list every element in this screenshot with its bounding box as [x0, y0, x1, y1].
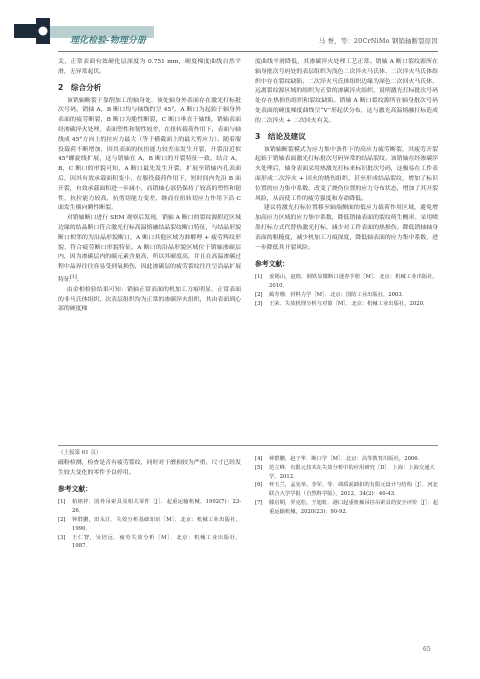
- reference-text: 滕启期，罗克松，王旭虹．港口起重机械吊挂吊索具的安全评价［J］．起重运输机械，2020(23)：90-92．: [269, 499, 438, 515]
- analysis-paragraph-1: 该销轴断裂于靠削加工的轴身处，该处轴身外表面存在激光打标批次号码，销轴 A，B 断口均与轴线约呈 45°。A 断口为起始于轴身外表面的疲劳断裂，B 断口为脆性断裂，C 断口垂直于轴线。销轴表面经渗碳淬火处理，表面塑性和韧性较差，在扭转载荷作用下，表面与轴线成 45°方向上的拉应力最大（等于横截面上的最大剪应力）。随着服役载荷不断增加，因其表面的抗扭能力较差而发生开裂，开裂沿近似 45°螺旋线扩展，这与销轴在 A，B 断口的开裂特征一致。结合 A，B，C 断口的形貌可知，A 断口最先发生开裂，扩展至销轴内孔表面后，因其有效承载面积变小，在服役载荷作用下，短时间内先沿 B 面开裂，有效承载面积进一步减小，而销轴心部仍保持了较高的塑性和韧性，抗拉能力较高，抗剪切能力变差，继而在扭转切应力作用下沿 C 面发生横向瞬性断裂。: [58, 97, 241, 212]
- reference-number: [4]: [255, 456, 263, 462]
- reference-item: [255, 481, 438, 499]
- reference-number: [1]: [255, 274, 263, 281]
- references-list: [255, 273, 438, 308]
- reference-text: 钟群鹏，赵子华．断口学［M］．北京：高等教育出版社，2006．: [269, 456, 423, 462]
- journal-name: 理化检验-物理分册: [70, 36, 146, 46]
- page-header: [0, 0, 480, 56]
- section-3-heading: 3 结论及建议: [255, 131, 306, 141]
- reference-item: [255, 291, 438, 300]
- reference-number: [2]: [58, 516, 66, 523]
- reference-text: 王荣．失效机理分析与对策［M］．北京：机械工业出版社，2020．: [269, 300, 429, 307]
- continued-from-label: （上接第 61 页）: [58, 450, 102, 456]
- analysis-paragraph-3: 由金相检验结果可知：销轴正常表面的机加工刀痕明显，正常表面的非马氏体组织、次表层组织均为正常的渗碳淬火组织，其由表面到心部的硬度梯: [58, 286, 241, 313]
- intro-paragraph: 关，正常表面有效硬化层深度为 0.751 mm，硬度梯度曲线自然平滑，无异常起伏。: [58, 59, 241, 75]
- citation-1[interactable]: [1]: [69, 273, 77, 280]
- continued-article-left: [58, 449, 241, 551]
- header-rule: [58, 51, 438, 52]
- reference-item: [255, 455, 438, 464]
- reference-text: 钟群鹏，田永江．失效分析基础知识［M］．北京：机械工业出版社，1990．: [72, 516, 241, 532]
- reference-text: 柏铭祥．国外吊索具及相关零件［J］．起重运输机械，1992(7)：23-26．: [72, 499, 241, 515]
- reference-text: 姜锡山，赵晗．钢铁显微断口速查手册［M］．北京：机械工业出版社，2010．: [269, 274, 438, 290]
- reference-number: [5]: [255, 464, 263, 471]
- analysis-paragraph-2: [58, 214, 241, 286]
- reference-number: [1]: [58, 499, 66, 506]
- continued-paragraph: 度曲线平滑降低，其渗碳淬火处理工艺正常。销轴 A 断口裂纹源所在轴身批次号码处的表层组织为浅色二次淬火马氏体、二次淬火马氏体组织中存在裂纹缺陷，二次淬火马氏体组织边缘为深色二次回火马氏体，远离裂纹源区域的组织为正常的渗碳淬火组织，说明激光打标批次号码处存在热损伤组织和裂纹缺陷。销轴 A 断口裂纹源所在轴身批次号码处表面的硬度梯度曲线呈“V”形起伏分布，这与激光高温熔融打标造成的二次淬火 + 二次回火有关。: [255, 59, 438, 124]
- article-divider: [58, 445, 438, 446]
- references-heading: 参考文献：: [255, 260, 289, 269]
- continued-references-right: [255, 455, 438, 517]
- reference-item: [255, 300, 438, 309]
- page-number: 65: [423, 646, 431, 653]
- reference-text: 范立峰．有限元技术在失效分析中的应用研究［D］．上海：上海交通大学，2012．: [269, 464, 435, 480]
- conclusion-paragraph-2: 建议将激光打标位置移至轴端侧面的低应力载荷作用区域，避免增加高应力区域的应力集中系数，降低销轴表面的裂纹萌生概率。采用喷墨打标方式代替热激光打标，减少对工件表面的热损伤。降低销轴轴身表面的粗糙度，减少机加工刀痕深度，降低轴表面的应力集中系数，进一步降低其开裂风险。: [255, 205, 438, 251]
- analysis-paragraph-2-text: 对销轴断口进行 SEM 观察后发现，销轴 A 断口的裂纹源附近区域边缘的结晶断口符合激光打标高温熔融结晶裂纹断口特征，与结晶形貌断口相邻的为沿晶形貌断口，A 断口其他区域为准解理 + 疲劳辉纹形貌，符合疲劳断口形貌特征。A 断口的沿晶形貌区域位于销轴渗碳层内，因为渗碳层内的碳元素含量高，所以其硬度高，并且在高温渗碳过程中晶界往往容易受到氧损伤，因此渗碳层的疲劳裂纹往往呈沿晶扩展特征: [58, 215, 241, 283]
- reference-item: [255, 464, 438, 482]
- right-column: [255, 58, 438, 309]
- reference-item: [255, 273, 438, 291]
- running-title: 马 誉，等：20CrNiMo 钢销轴断裂原因: [318, 37, 438, 45]
- reference-item: [255, 499, 438, 517]
- reference-number: [6]: [255, 482, 263, 489]
- reference-item: [58, 534, 241, 552]
- section-2-heading: 2 综合分析: [58, 82, 102, 92]
- reference-number: [3]: [255, 300, 263, 307]
- reference-text: 怀玉兰，孟宪举，李军，等．调质前卸扣的有限元设计与结构［J］．河北联合大学学报（自然科学版），2012，34(2)：40-43．: [269, 482, 438, 498]
- reference-item: [58, 516, 241, 534]
- reference-number: [2]: [255, 291, 263, 298]
- left-column: [58, 58, 241, 315]
- reference-number: [3]: [58, 534, 66, 541]
- reference-number: [7]: [255, 499, 263, 506]
- reference-text: 蔺寿珊．材料力学［M］．北京：国防工业出版社，2003．: [269, 291, 408, 298]
- reference-item: [58, 498, 241, 516]
- conclusion-paragraph-1: 该销轴断裂模式为应力集中条件下的高应力疲劳断裂，其疲劳开裂起始于销轴表面激光打标批次号码异常的结晶裂纹。该销轴在经渗碳淬火处理后，轴身表面采用热激光打标来标识批次号码，这极易在工件表面形成二次淬火 + 回火的烧伤组织，甚至形成结晶裂纹，增加了标识位置的应力集中系数，改变了烧伤位置的应力分布状态，增加了其开裂风险，从而使工件的疲劳强度和寿命降低。: [255, 146, 438, 202]
- continued-article-paragraph: 磁粉检测，检查是否有疲劳裂纹，同时对于磨损较为严重，尺寸已经发生较大变化的零件予以停用。: [58, 459, 241, 476]
- continued-references-list: [58, 498, 241, 551]
- analysis-paragraph-2-end: 。: [76, 276, 83, 283]
- reference-text: 王仁智，吴培远．疲劳失效分析［M］．北京：机械工业出版社，1987．: [72, 534, 241, 550]
- continued-references-heading: 参考文献：: [58, 485, 92, 494]
